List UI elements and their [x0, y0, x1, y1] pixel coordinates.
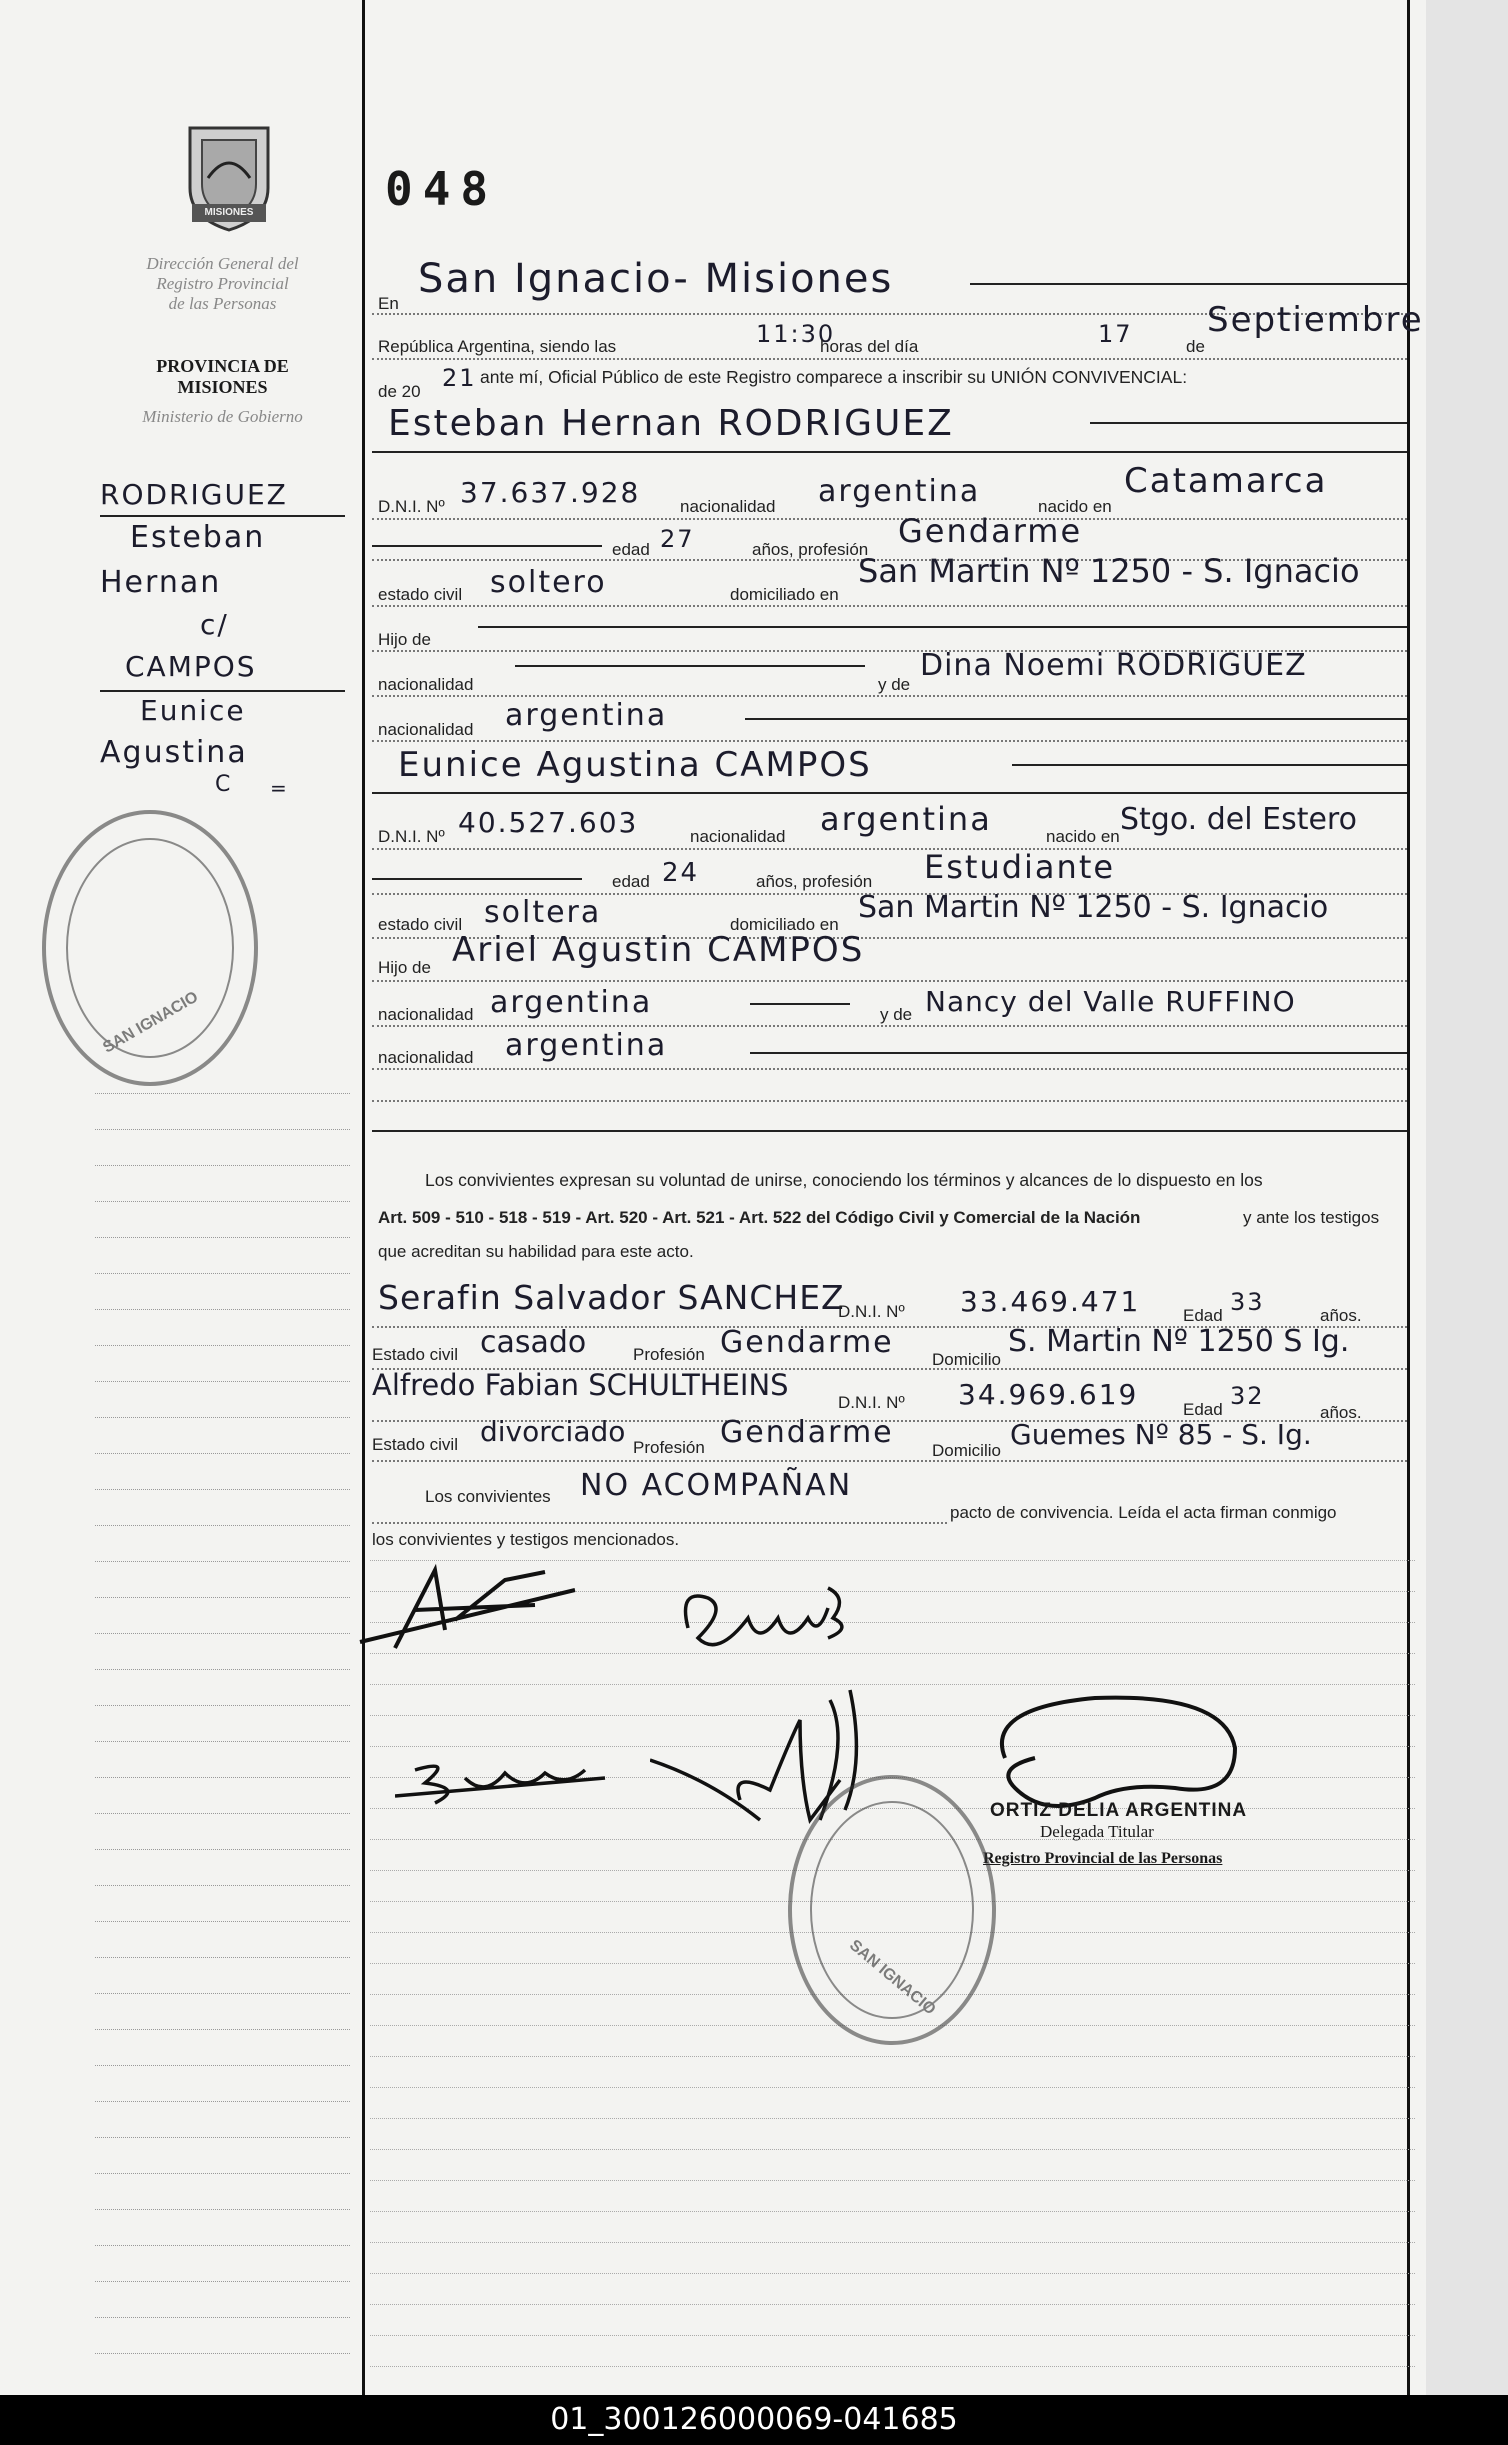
partner2-born-label: nacido en	[1046, 827, 1120, 846]
margin-ruling-line	[95, 1669, 350, 1670]
line2-hours: horas del día	[820, 337, 919, 356]
partner2-row4	[372, 980, 1407, 982]
partner1-estado-label: estado civil	[378, 585, 463, 604]
partner1-birthplace: Catamarca	[1124, 461, 1328, 501]
act-number: 048	[385, 162, 499, 216]
ruling-line	[370, 2211, 1415, 2212]
partner2-mother-label: y de	[880, 1005, 913, 1024]
en-label: En	[378, 294, 399, 313]
margin-note-9: C	[215, 772, 233, 797]
partner1-nationality: argentina	[818, 474, 981, 509]
margin-underline	[100, 515, 345, 517]
partner2-name-rule	[372, 792, 1407, 794]
province-crest-icon	[170, 118, 288, 236]
margin-underline-2	[100, 690, 345, 692]
witness1-dom-label: Domicilio	[932, 1350, 1001, 1369]
partner2-mother-nationality: argentina	[505, 1028, 668, 1063]
witness1-address: S. Martin Nº 1250 S Ig.	[1008, 1324, 1350, 1359]
year-value: 21	[442, 364, 477, 392]
declaration-line-2a: Art. 509 - 510 - 518 - 519 - Art. 520 - Art. 521 - Art. 522 del Código Civil y Comercial de la Nación	[378, 1208, 1141, 1227]
partner1-age-label: edad	[612, 540, 650, 559]
partner1-name-line	[1090, 422, 1407, 424]
margin-ruling-line	[95, 2137, 350, 2138]
margin-ruling-line	[95, 2065, 350, 2066]
partner1-born-label: nacido en	[1038, 497, 1112, 516]
margin-ruling-line	[95, 2029, 350, 2030]
witness2-dni: 34.969.619	[958, 1378, 1139, 1411]
ruling-line	[370, 2118, 1415, 2119]
margin-note-4: c/	[200, 608, 229, 641]
stamp-office: Registro Provincial de las Personas	[983, 1850, 1223, 1867]
conv-label: Los convivientes	[425, 1487, 551, 1506]
partner1-father-line	[478, 626, 1407, 628]
province-line-1: PROVINCIA DE	[156, 356, 289, 376]
partner2-blank-line	[372, 878, 582, 880]
ruling-line	[370, 1715, 1415, 1716]
partner1-father-nac-line	[515, 665, 865, 667]
partner1-name-rule	[372, 451, 1407, 453]
partner1-row3	[372, 605, 1407, 607]
partner2-dni: 40.527.603	[458, 806, 639, 839]
margin-ruling-line	[95, 1885, 350, 1886]
declaration-line-2b: y ante los testigos	[1243, 1208, 1380, 1227]
partner2-mother-nac-label: nacionalidad	[378, 1048, 474, 1067]
seal-text-left: SAN IGNACIO	[100, 988, 202, 1057]
partner1-profession: Gendarme	[898, 512, 1083, 550]
witness1-prof-label: Profesión	[633, 1345, 705, 1364]
margin-ruling-line	[95, 2353, 350, 2354]
declaration-line-1: Los convivientes expresan su voluntad de unirse, conociendo los términos y alcances de lo dispuesto en los	[425, 1170, 1263, 1190]
partner1-row6	[372, 740, 1407, 742]
margin-ruling-line	[95, 1381, 350, 1382]
margin-ruling-line	[95, 2209, 350, 2210]
witness2-age-label: Edad	[1183, 1400, 1223, 1419]
margin-ruling-line	[95, 2281, 350, 2282]
office-line-3: de las Personas	[168, 294, 277, 313]
margin-ruling-line	[95, 1921, 350, 1922]
witness1-dni: 33.469.471	[960, 1285, 1141, 1318]
partner1-blank-line	[372, 545, 602, 547]
partner2-age-label: edad	[612, 872, 650, 891]
margin-ruling-line	[95, 1705, 350, 1706]
ruling-line	[370, 2056, 1415, 2057]
margin-ruling-line	[95, 1273, 350, 1274]
margin-ruling-line	[95, 2101, 350, 2102]
margin-ruling-line	[95, 1993, 350, 1994]
partner1-father-nac-label: nacionalidad	[378, 675, 474, 694]
partner1-dni-label: D.N.I. Nº	[378, 497, 445, 516]
ruling-line	[370, 2180, 1415, 2181]
partner2-father-nac-line	[750, 1003, 850, 1005]
de-label: de	[1186, 337, 1205, 356]
day-value: 17	[1098, 320, 1133, 348]
ruling-line	[370, 1684, 1415, 1685]
stamp-role: Delegada Titular	[1040, 1822, 1154, 1841]
margin-ruling-line	[95, 1093, 350, 1094]
margin-note-8: =	[270, 776, 289, 800]
partner2-mother: Nancy del Valle RUFFINO	[925, 985, 1296, 1018]
margin-ruling-line	[95, 1561, 350, 1562]
signature-2-icon	[668, 1578, 868, 1673]
partner2-civil-status: soltera	[484, 895, 602, 930]
partner1-row5	[372, 695, 1407, 697]
witness2-civil-status: divorciado	[480, 1415, 626, 1448]
partner2-birthplace: Stgo. del Estero	[1120, 802, 1357, 837]
left-margin-rule	[362, 0, 365, 2395]
place-value: San Ignacio- Misiones	[418, 256, 894, 302]
partner2-dni-label: D.N.I. Nº	[378, 827, 445, 846]
margin-note-7: Agustina	[100, 735, 248, 770]
witness1-dni-label: D.N.I. Nº	[838, 1302, 905, 1321]
partner1-row1	[372, 518, 1407, 520]
partner2-mother-nac-line	[750, 1052, 1407, 1054]
witness2-dni-label: D.N.I. Nº	[838, 1393, 905, 1412]
margin-ruling-line	[95, 1849, 350, 1850]
signature-1-icon	[355, 1550, 615, 1665]
scan-edge	[1426, 0, 1508, 2395]
crest-label: MISIONES	[204, 207, 254, 218]
margin-ruling-line	[95, 1957, 350, 1958]
line3-prefix: de 20	[378, 382, 421, 401]
partner1-dom-label: domiciliado en	[730, 585, 839, 604]
witness2-age: 32	[1230, 1382, 1265, 1410]
partner1-mother: Dina Noemi RODRIGUEZ	[920, 648, 1307, 683]
partner2-profession: Estudiante	[924, 848, 1116, 886]
line2-row	[372, 358, 1407, 360]
witness1-estado-label: Estado civil	[372, 1345, 458, 1364]
witness1-profession: Gendarme	[720, 1325, 894, 1360]
margin-ruling-line	[95, 1345, 350, 1346]
partner1-prof-label: años, profesión	[752, 540, 869, 559]
ruling-line	[370, 1746, 1415, 1747]
section-rule	[372, 1130, 1407, 1132]
margin-note-1: RODRIGUEZ	[100, 478, 288, 511]
month-value: Septiembre	[1207, 300, 1424, 340]
declaration-line-3: que acreditan su habilidad para este acto.	[378, 1242, 694, 1261]
witness2-name: Alfredo Fabian SCHULTHEINS	[372, 1368, 789, 1402]
margin-note-3: Hernan	[100, 565, 222, 600]
ruling-line	[370, 2242, 1415, 2243]
witness2-row2	[372, 1460, 1407, 1462]
margin-ruling-line	[95, 1309, 350, 1310]
partner1-father-label: Hijo de	[378, 630, 431, 649]
witness2-dom-label: Domicilio	[932, 1441, 1001, 1460]
office-name	[95, 254, 350, 314]
closing-line-1: pacto de convivencia. Leída el acta firman conmigo	[950, 1503, 1337, 1522]
margin-ruling-line	[95, 2317, 350, 2318]
witness1-civil-status: casado	[480, 1325, 587, 1360]
partner1-age: 27	[660, 525, 695, 553]
margin-ruling-line	[95, 1453, 350, 1454]
ruling-line	[370, 2366, 1415, 2367]
margin-ruling-line	[95, 1417, 350, 1418]
margin-ruling-line	[95, 2245, 350, 2246]
partner2-row6	[372, 1068, 1407, 1070]
blank-row-a	[372, 1100, 1407, 1102]
ruling-line	[370, 2273, 1415, 2274]
margin-ruling-line	[95, 1633, 350, 1634]
closing-line-2: los convivientes y testigos mencionados.	[372, 1530, 680, 1549]
right-margin-rule	[1407, 0, 1410, 2395]
margin-ruling-line	[95, 1129, 350, 1130]
partner2-prof-label: años, profesión	[756, 872, 873, 891]
margin-ruling-line	[95, 1489, 350, 1490]
witness1-age: 33	[1230, 1288, 1265, 1316]
margin-ruling-line	[95, 1237, 350, 1238]
ruling-line	[370, 2149, 1415, 2150]
partner2-father-nationality: argentina	[490, 985, 653, 1020]
seal-text-bottom: SAN IGNACIO	[845, 1936, 939, 2019]
partner2-estado-label: estado civil	[378, 915, 463, 934]
closing-row	[372, 1522, 947, 1524]
partner1-name: Esteban Hernan RODRIGUEZ	[388, 403, 954, 444]
partner2-row1	[372, 848, 1407, 850]
province-line-2: MISIONES	[177, 377, 268, 397]
witness2-years-label: años.	[1320, 1403, 1362, 1422]
partner2-name-line	[1012, 764, 1407, 766]
partner1-mother-label: y de	[878, 675, 911, 694]
office-line-1: Dirección General del	[146, 254, 299, 273]
partner1-address: San Martin Nº 1250 - S. Ignacio	[858, 552, 1360, 590]
margin-ruling-line	[95, 2173, 350, 2174]
partner2-father-label: Hijo de	[378, 958, 431, 977]
partner2-row5	[372, 1025, 1407, 1027]
line2-prefix: República Argentina, siendo las	[378, 337, 617, 356]
partner2-father-nac-label: nacionalidad	[378, 1005, 474, 1024]
partner2-address: San Martin Nº 1250 - S. Ignacio	[858, 890, 1329, 925]
partner2-father: Ariel Agustin CAMPOS	[452, 930, 865, 970]
province-name	[95, 356, 350, 398]
partner1-mother-nac-line	[745, 718, 1407, 720]
pact-value: NO ACOMPAÑAN	[580, 1468, 853, 1503]
ministry-name: Ministerio de Gobierno	[142, 407, 303, 426]
stamp-name: ORTIZ DELIA ARGENTINA	[990, 1800, 1248, 1821]
office-line-2: Registro Provincial	[156, 274, 289, 293]
time-value: 11:30	[756, 320, 836, 348]
partner1-dni: 37.637.928	[460, 476, 641, 509]
margin-ruling-line	[95, 1813, 350, 1814]
ruling-line	[370, 2304, 1415, 2305]
partner1-mother-nac-label: nacionalidad	[378, 720, 474, 739]
witness2-address: Guemes Nº 85 - S. Ig.	[1010, 1418, 1312, 1451]
witness1-name: Serafin Salvador SANCHEZ	[378, 1278, 845, 1317]
official-seal-left	[42, 810, 258, 1086]
margin-ruling-line	[95, 1201, 350, 1202]
witness2-prof-label: Profesión	[633, 1438, 705, 1457]
line3-text: ante mí, Oficial Público de este Registro comparece a inscribir su UNIÓN CONVIVENCIAL:	[480, 367, 1188, 387]
partner1-civil-status: soltero	[490, 565, 607, 600]
signature-3-icon	[395, 1748, 615, 1823]
partner1-mother-nationality: argentina	[505, 698, 668, 733]
ruling-line	[370, 2335, 1415, 2336]
margin-ruling-line	[95, 1741, 350, 1742]
witness2-profession: Gendarme	[720, 1415, 894, 1450]
partner2-age: 24	[662, 858, 700, 888]
partner2-nationality: argentina	[820, 800, 992, 838]
official-seal-bottom	[788, 1775, 996, 2045]
ruling-line	[370, 2087, 1415, 2088]
witness1-age-label: Edad	[1183, 1306, 1223, 1325]
partner2-nac-label: nacionalidad	[690, 827, 786, 846]
margin-ruling-line	[95, 1597, 350, 1598]
partner1-nac-label: nacionalidad	[680, 497, 776, 516]
margin-note-2: Esteban	[130, 520, 266, 555]
place-line	[970, 283, 1407, 285]
margin-note-5: CAMPOS	[125, 650, 257, 683]
witness2-estado-label: Estado civil	[372, 1435, 458, 1454]
partner2-dom-label: domiciliado en	[730, 915, 839, 934]
margin-ruling-line	[95, 1165, 350, 1166]
partner2-name: Eunice Agustina CAMPOS	[398, 745, 872, 785]
margin-ruling-line	[95, 1777, 350, 1778]
document-id-footer: 01_300126000069-041685	[0, 2395, 1508, 2445]
margin-ruling-line	[95, 1525, 350, 1526]
witness1-years-label: años.	[1320, 1306, 1362, 1325]
margin-note-6: Eunice	[140, 694, 246, 727]
